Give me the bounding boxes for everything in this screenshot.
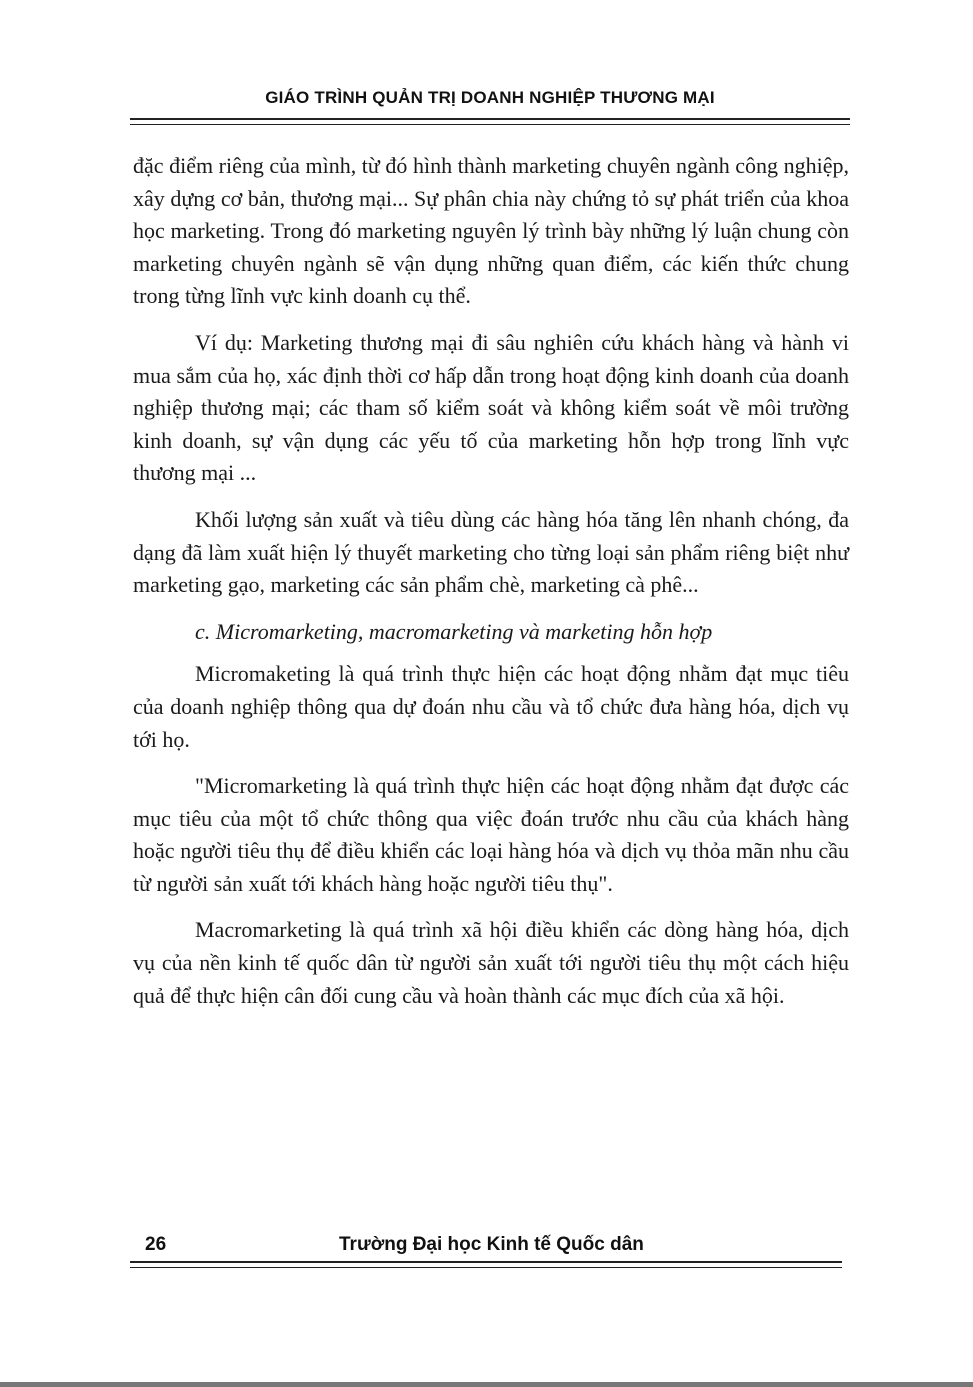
paragraph-micromarketing: Micromaketing là quá trình thực hiện các hoạt động nhằm đạt mục tiêu của doanh nghiệp thông qua dự đoán nhu cầu và tổ chức đưa hàng hóa, dịch vụ tới họ. (133, 661, 849, 752)
running-header: GIÁO TRÌNH QUẢN TRỊ DOANH NGHIỆP THƯƠNG MẠI (265, 88, 715, 107)
paragraph-continued: đặc điểm riêng của mình, từ đó hình thành marketing chuyên ngành công nghiệp, xây dựng cơ bản, thương mại... Sự phân chia này chứng tỏ sự phát triển của khoa học marketing. Trong đó marketing nguyên lý trình bày những lý luận chung còn marketing chuyên ngành sẽ vận dụng những quan điểm, các kiến thức chung trong từng lĩnh vực kinh doanh cụ thể. (133, 153, 849, 309)
footer-rule-thin (130, 1267, 842, 1268)
paragraph-micromarketing-quote: "Micromarketing là quá trình thực hiện các hoạt động nhằm đạt được các mục tiêu của một tổ chức thông qua việc đoán trước nhu cầu của khách hàng hoặc người tiêu thụ để điều khiển các loại hàng hóa và dịch vụ thỏa mãn nhu cầu từ người sản xuất tới khách hàng hoặc người tiêu thụ". (133, 773, 849, 896)
section-subheading: c. Micromarketing, macromarketing và marketing hỗn hợp (195, 618, 713, 644)
header-rule-thin (130, 124, 850, 125)
header-rule-thick (130, 118, 850, 120)
paragraph-macromarketing: Macromarketing là quá trình xã hội điều khiển các dòng hàng hóa, dịch vụ của nền kinh tế quốc dân từ người sản xuất tới người tiêu thụ một cách hiệu quả để thực hiện cân đối cung cầu và hoàn thành các mục đích của xã hội. (133, 917, 849, 1008)
footer-institution: Trường Đại học Kinh tế Quốc dân (339, 1234, 644, 1255)
body-text (133, 150, 849, 1026)
paragraph-product-marketing: Khối lượng sản xuất và tiêu dùng các hàng hóa tăng lên nhanh chóng, đa dạng đã làm xuất hiện lý thuyết marketing cho từng loại sản phẩm riêng biệt như marketing gạo, marketing các sản phẩm chè, marketing cà phê... (133, 506, 849, 598)
footer-rule-thick (130, 1261, 842, 1263)
page-number: 26 (145, 1234, 167, 1255)
paragraph-example: Ví dụ: Marketing thương mại đi sâu nghiên cứu khách hàng và hành vi mua sắm của họ, xác định thời cơ hấp dẫn trong hoạt động kinh doanh của doanh nghiệp thương mại; các tham số kiểm soát và không kiểm soát về môi trường kinh doanh, sự vận dụng các yếu tố của marketing hỗn hợp trong lĩnh vực thương mại ... (133, 329, 849, 486)
scan-bottom-edge (0, 1382, 973, 1387)
